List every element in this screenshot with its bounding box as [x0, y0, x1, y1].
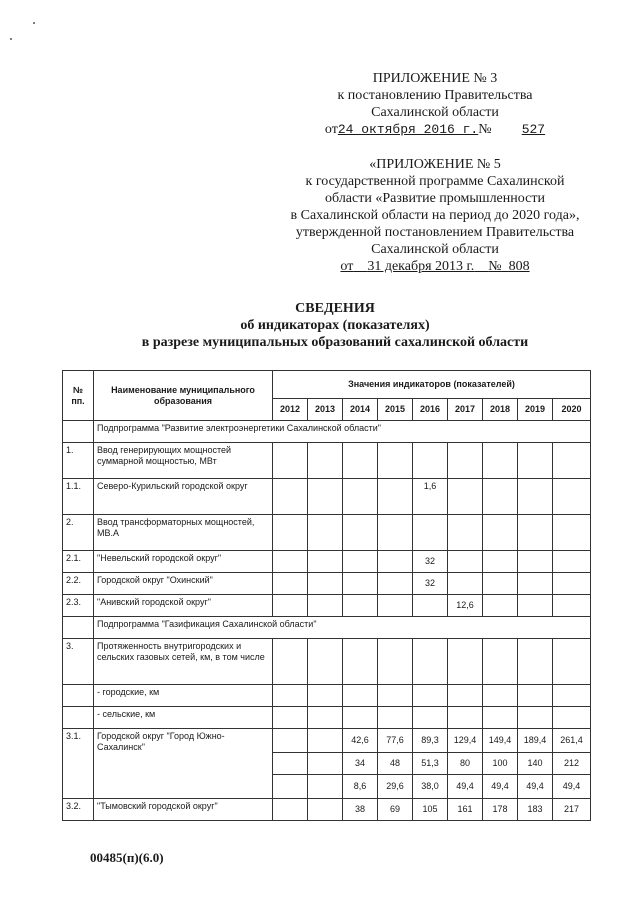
table-row [63, 443, 591, 479]
appendix-3-line2: к постановлению Правительства [337, 88, 533, 103]
year-cell: 2012 [273, 399, 308, 421]
value-cell: 49,4 [448, 775, 483, 799]
value-cell: 140 [518, 753, 553, 775]
indicators-table [62, 370, 591, 821]
table-row [63, 479, 591, 515]
table-row [63, 729, 591, 753]
year-cell: 2020 [553, 399, 591, 421]
row-name: Ввод трансформаторных мощностей, МВ.А [94, 515, 273, 551]
subprogram-row [63, 421, 591, 443]
year-cell: 2013 [308, 399, 343, 421]
table-row [63, 707, 591, 729]
value-cell: 100 [483, 753, 518, 775]
row-no: 3.1. [63, 729, 94, 799]
row-no: 3. [63, 639, 94, 685]
table-row [63, 685, 591, 707]
appendix-5-date: 31 декабря 2013 г. [367, 259, 475, 274]
year-cell: 2019 [518, 399, 553, 421]
title-line2: об индикаторах (показателях) [240, 318, 430, 333]
value-cell: 80 [448, 753, 483, 775]
row-name: "Невельский городской округ" [94, 551, 273, 573]
appendix-5-number: 808 [508, 259, 530, 274]
from-label: от [340, 259, 354, 274]
table-row [63, 515, 591, 551]
value-cell: 261,4 [553, 729, 591, 753]
row-name: Ввод генерирующих мощностей суммарной мощностью, МВт [94, 443, 273, 479]
subprogram-row [63, 617, 591, 639]
appendix-3-header [300, 70, 570, 138]
row-no: 2.2. [63, 573, 94, 595]
value-cell: 129,4 [448, 729, 483, 753]
value-cell: 69 [378, 799, 413, 821]
value-cell: 42,6 [343, 729, 378, 753]
subprogram-electricity: Подпрограмма "Развитие электроэнергетики Сахалинской области" [94, 421, 591, 443]
year-cell: 2016 [413, 399, 448, 421]
value-cell: 178 [483, 799, 518, 821]
value-cell: 48 [378, 753, 413, 775]
appendix-5-line2: к государственной программе Сахалинской [305, 174, 565, 189]
value-cell: 189,4 [518, 729, 553, 753]
from-label: от [324, 122, 338, 137]
year-cell: 2018 [483, 399, 518, 421]
value-cell: 32 [413, 551, 448, 573]
value-cell: 149,4 [483, 729, 518, 753]
value-cell: 161 [448, 799, 483, 821]
document-title [0, 300, 640, 351]
year-cell: 2017 [448, 399, 483, 421]
document-code: 00485(п)(6.0) [90, 850, 164, 865]
row-no: 1.1. [63, 479, 94, 515]
value-cell: 1,6 [413, 479, 448, 515]
value-cell: 32 [413, 573, 448, 595]
row-name: "Анивский городской округ" [94, 595, 273, 617]
header-values: Значения индикаторов (показателей) [273, 371, 591, 399]
row-name: - городские, км [94, 685, 273, 707]
value-cell: 183 [518, 799, 553, 821]
value-cell: 12,6 [448, 595, 483, 617]
value-cell: 77,6 [378, 729, 413, 753]
appendix-5-line6: Сахалинской области [371, 242, 499, 257]
number-label: № [478, 122, 492, 137]
year-cell: 2015 [378, 399, 413, 421]
value-cell: 89,3 [413, 729, 448, 753]
header-name: Наименование муниципального образования [94, 371, 273, 421]
table-row [63, 595, 591, 617]
appendix-5-date-line [255, 258, 615, 275]
row-name: Протяженность внутригородских и сельских газовых сетей, км, в том числе [94, 639, 273, 685]
value-cell: 38 [343, 799, 378, 821]
value-cell: 49,4 [483, 775, 518, 799]
value-cell: 105 [413, 799, 448, 821]
row-no: 3.2. [63, 799, 94, 821]
appendix-5-header [255, 156, 615, 275]
number-label: № [488, 259, 502, 274]
subprogram-gas: Подпрограмма "Газификация Сахалинской области" [94, 617, 591, 639]
title-line1: СВЕДЕНИЯ [295, 301, 375, 316]
table-row [63, 799, 591, 821]
value-cell: 8,6 [343, 775, 378, 799]
row-no: 2.1. [63, 551, 94, 573]
value-cell: 217 [553, 799, 591, 821]
value-cell: 34 [343, 753, 378, 775]
header-row [63, 371, 591, 399]
value-cell: 38,0 [413, 775, 448, 799]
scan-speck [33, 22, 35, 24]
appendix-3-line3: Сахалинской области [371, 105, 499, 120]
value-cell: 212 [553, 753, 591, 775]
row-no: 1. [63, 443, 94, 479]
value-cell: 49,4 [553, 775, 591, 799]
scan-speck [10, 38, 12, 40]
row-name: - сельские, км [94, 707, 273, 729]
appendix-3-number: 527 [521, 122, 546, 137]
row-name: Городской округ "Город Южно-Сахалинск" [94, 729, 273, 799]
value-cell: 51,3 [413, 753, 448, 775]
appendix-3-line1: ПРИЛОЖЕНИЕ № 3 [372, 71, 498, 86]
row-name: Северо-Курильский городской округ [94, 479, 273, 515]
appendix-5-line5: утвержденной постановлением Правительства [295, 225, 575, 240]
appendix-5-line4: в Сахалинской области на период до 2020 года», [290, 208, 580, 223]
appendix-3-date: 24 октября 2016 г. [337, 122, 479, 137]
row-no: 2.3. [63, 595, 94, 617]
year-cell: 2014 [343, 399, 378, 421]
value-cell: 29,6 [378, 775, 413, 799]
table-row [63, 573, 591, 595]
header-no: № пп. [63, 371, 94, 421]
row-name: "Тымовский городской округ" [94, 799, 273, 821]
row-name: Городской округ "Охинский" [94, 573, 273, 595]
appendix-3-date-line [300, 121, 570, 138]
table-row [63, 551, 591, 573]
table-row [63, 639, 591, 685]
appendix-5-line3: области «Развитие промышленности [325, 191, 545, 206]
title-line3: в разрезе муниципальных образований сахалинской области [141, 335, 529, 350]
appendix-5-line1: «ПРИЛОЖЕНИЕ № 5 [369, 157, 501, 172]
row-no: 2. [63, 515, 94, 551]
value-cell: 49,4 [518, 775, 553, 799]
